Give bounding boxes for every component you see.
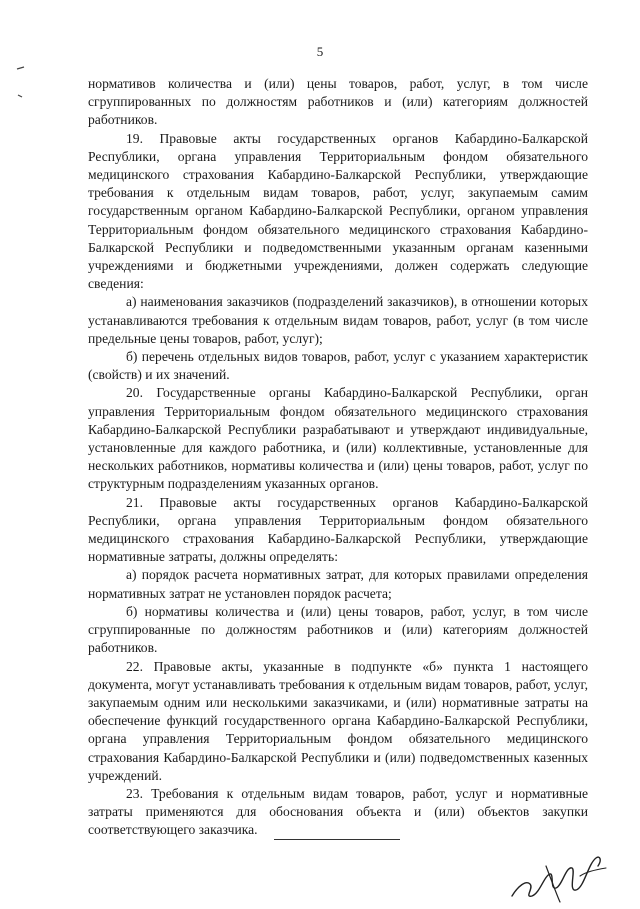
paragraph-19: 19. Правовые акты государственных органов Кабардино-Балкарской Республики, органа управления Территориальным фондом обязательного медицинского страхования Кабардино-Балкарской Республики, утверждающие требования к отдельным видам товаров, работ, услуг, закупаемым самим государственным органом Кабардино-Балкарской Республики, органом управления Территориальным фондом обязательного медицинского страхования Кабардино-Балкарской Республики и подведомственными указанным органам казенными учреждениями и бюджетными учреждениями, должен содержать следующие сведения: xyxy=(88,130,588,292)
document-body xyxy=(88,75,588,840)
paragraph-23: 23. Требования к отдельным видам товаров, работ, услуг и нормативные затраты применяются для обоснования объекта и (или) объектов закупки соответствующего заказчика. xyxy=(88,785,588,838)
scan-mark-icon xyxy=(16,86,26,92)
paragraph-22: 22. Правовые акты, указанные в подпункте «б» пункта 1 настоящего документа, могут устанавливать требования к отдельным видам товаров, работ, услуг, закупаемым одним или несколькими заказчиками, и (или) нормативные затраты на обеспечение функций государственного органа Кабардино-Балкарской Республики, органа управления Территориальным фондом обязательного медицинского страхования Кабардино-Балкарской Республики и (или) подведомственных казенных учреждений. xyxy=(88,658,588,783)
paragraph-21: 21. Правовые акты государственных органов Кабардино-Балкарской Республики, органа управления Территориальным фондом обязательного медицинского страхования Кабардино-Балкарской Республики, утверждающие нормативные затраты, должны определять: xyxy=(88,494,588,565)
paragraph-continuation: нормативов количества и (или) цены товаров, работ, услуг, в том числе сгруппированных по должностям работников и (или) категориям должностей работников. xyxy=(88,76,588,128)
page-number: 5 xyxy=(316,44,324,59)
scan-mark-icon xyxy=(16,58,26,64)
paragraph-21-b: б) нормативы количества и (или) цены товаров, работ, услуг, в том числе сгруппированные по должностям работников и (или) категориям должностей работников. xyxy=(88,603,588,656)
paragraph-20: 20. Государственные органы Кабардино-Балкарской Республики, орган управления Территориальным фондом обязательного медицинского страхования Кабардино-Балкарской Республики разрабатывают и утверждают индивидуальные, установленные для каждого работника, и (или) коллективные, установленные для нескольких работников, нормативы количества и (или) цены товаров, работ, услуг по структурным подразделениям указанных органов. xyxy=(88,385,588,492)
end-divider xyxy=(274,839,400,840)
handwritten-signature-icon xyxy=(506,846,616,904)
paragraph-19-b: б) перечень отдельных видов товаров, работ, услуг с указанием характеристик (свойств) и их значений. xyxy=(88,349,588,383)
paragraph-21-a: а) порядок расчета нормативных затрат, для которых правилами определения нормативных затрат не установлен порядок расчета; xyxy=(88,567,588,601)
paragraph-19-a: а) наименования заказчиков (подразделений заказчиков), в отношении которых устанавливаются требования к отдельным видам товаров, работ, услуг (в том числе предельные цены товаров, работ, услуг); xyxy=(88,294,588,346)
